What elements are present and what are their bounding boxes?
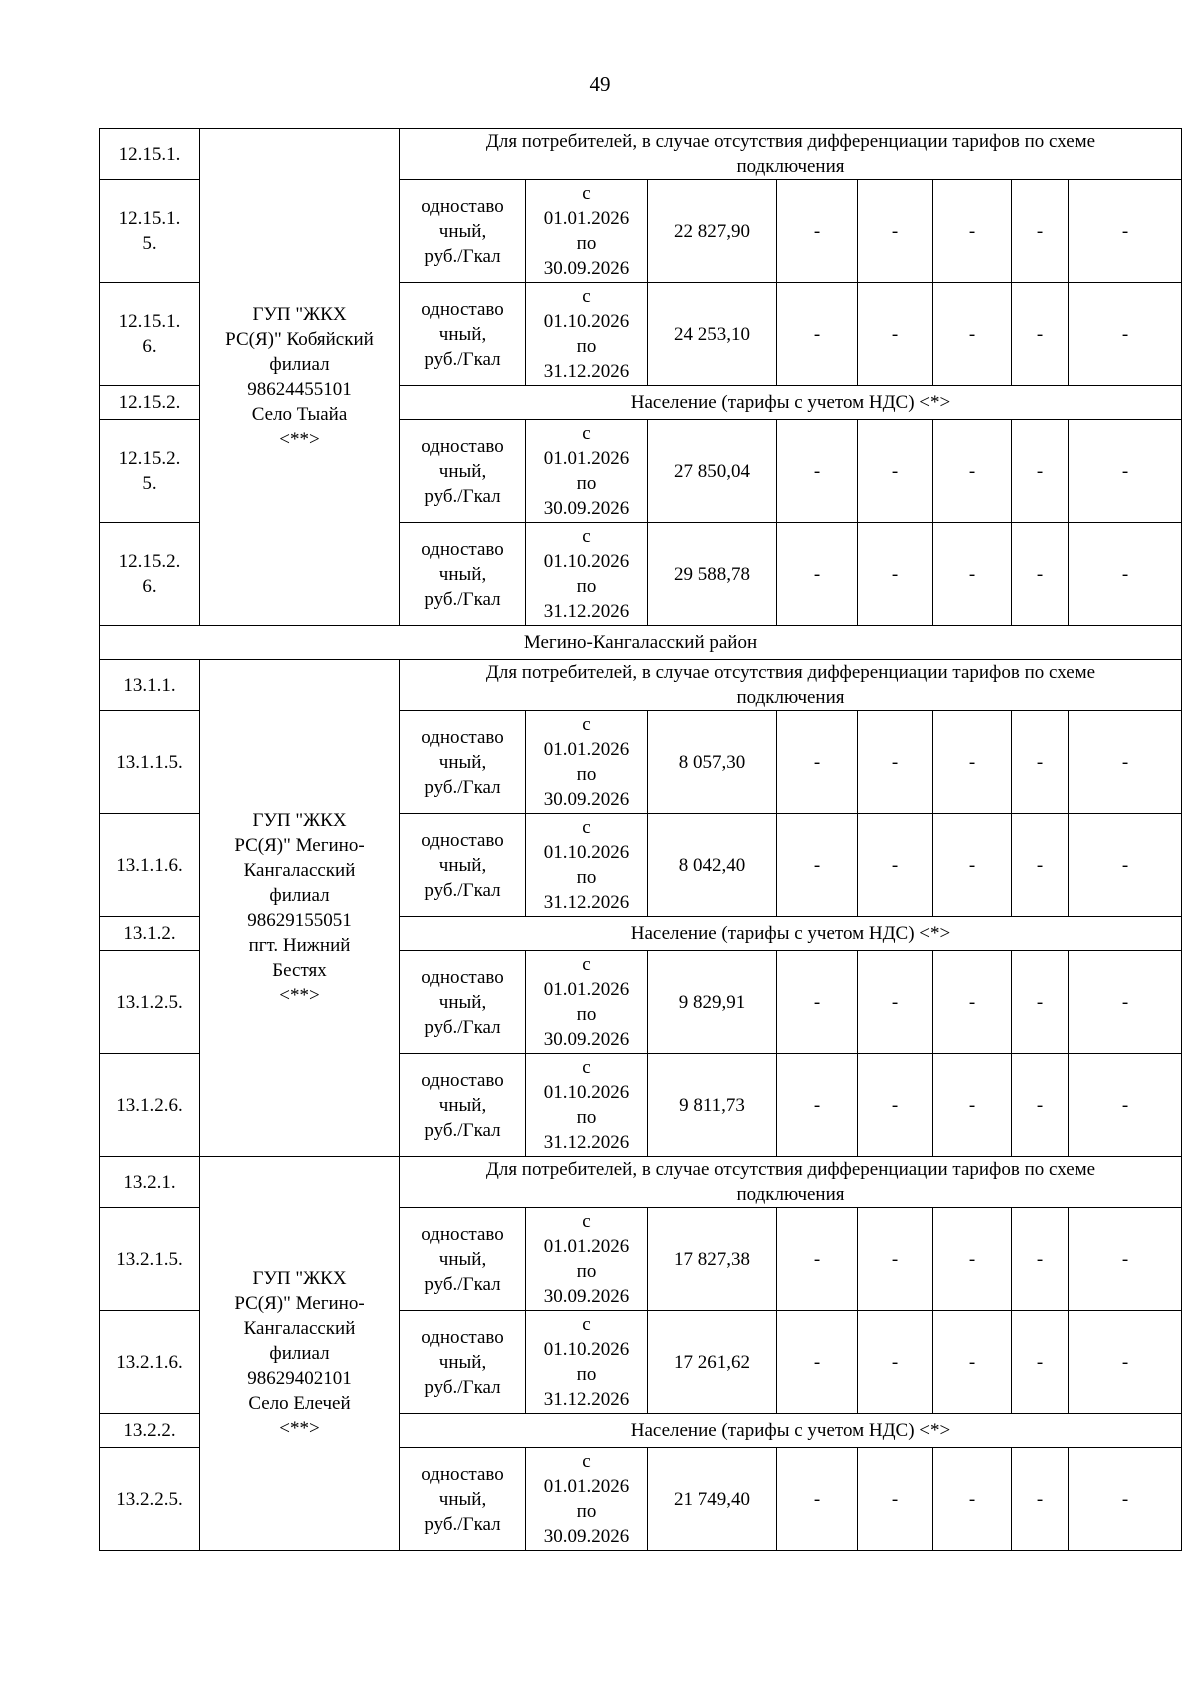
validity-period-line: по	[576, 233, 597, 254]
organization-line: 98629402101	[247, 1368, 352, 1389]
empty-value: -	[1012, 711, 1069, 814]
tariff-type-line: руб./Гкал	[424, 485, 501, 507]
organization-line: Бестях	[272, 960, 327, 981]
row-code-line: 12.15.1.	[118, 208, 181, 229]
empty-value: -	[858, 951, 933, 1054]
validity-period	[526, 1054, 648, 1157]
row-code	[100, 420, 200, 523]
empty-value: -	[933, 814, 1012, 917]
tariff-type-line: руб./Гкал	[424, 879, 501, 901]
empty-value: -	[777, 951, 858, 1054]
row-code	[100, 1208, 200, 1311]
row-code	[100, 711, 200, 814]
group-title-line: подключения	[736, 156, 845, 177]
row-code-line: 13.1.1.5.	[116, 751, 183, 773]
tariff-value: 8 042,40	[648, 814, 777, 917]
tariff-value: 24 253,10	[648, 283, 777, 386]
validity-period-line: 01.10.2026	[543, 1082, 630, 1103]
validity-period-line: 31.12.2026	[543, 1389, 630, 1410]
tariff-value: 27 850,04	[648, 420, 777, 523]
empty-value: -	[777, 1311, 858, 1414]
validity-period-line: 01.10.2026	[543, 842, 630, 863]
organization-line: <**>	[279, 985, 320, 1006]
validity-period-line: по	[576, 473, 597, 494]
tariff-value: 21 749,40	[648, 1448, 777, 1551]
empty-value: -	[777, 180, 858, 283]
validity-period-line: по	[576, 1364, 597, 1385]
validity-period-line: с	[582, 954, 591, 975]
group-title-line: Население (тарифы с учетом НДС) <*>	[630, 1420, 951, 1441]
empty-value: -	[1012, 420, 1069, 523]
validity-period	[526, 523, 648, 626]
organization-line: филиал	[269, 354, 330, 375]
tariff-type-line: руб./Гкал	[424, 1273, 501, 1295]
row-code-line: 13.2.1.5.	[116, 1248, 183, 1270]
organization-line: РС(Я)" Мегино-	[234, 1293, 365, 1314]
validity-period-line: по	[576, 1261, 597, 1282]
tariff-type-line: руб./Гкал	[424, 1513, 501, 1535]
group-title-line: Для потребителей, в случае отсутствия дифференциации тарифов по схеме	[485, 131, 1096, 152]
empty-value: -	[858, 180, 933, 283]
row-code-line: 6.	[142, 576, 157, 597]
organization-cell	[200, 1157, 400, 1551]
group-title	[400, 1157, 1182, 1208]
tariff-type-line: одноставо	[421, 1069, 504, 1091]
row-code: 12.15.1.	[100, 129, 200, 180]
validity-period-line: с	[582, 1314, 591, 1335]
validity-period-line: 01.01.2026	[543, 448, 630, 469]
empty-value: -	[1069, 951, 1182, 1054]
row-code: 13.2.1.	[100, 1157, 200, 1208]
empty-value: -	[777, 283, 858, 386]
validity-period-line: 01.10.2026	[543, 551, 630, 572]
validity-period-line: 01.01.2026	[543, 979, 630, 1000]
row-code: 13.2.2.	[100, 1414, 200, 1448]
row-code: 12.15.2.	[100, 386, 200, 420]
validity-period	[526, 951, 648, 1054]
organization-line: <**>	[279, 429, 320, 450]
empty-value: -	[1069, 711, 1182, 814]
tariff-value: 29 588,78	[648, 523, 777, 626]
group-title	[400, 1414, 1182, 1448]
tariff-type	[400, 180, 526, 283]
validity-period-line: 31.12.2026	[543, 601, 630, 622]
organization-line: РС(Я)" Мегино-	[234, 835, 365, 856]
empty-value: -	[1069, 814, 1182, 917]
validity-period	[526, 814, 648, 917]
tariff-type	[400, 1448, 526, 1551]
row-code-line: 13.2.2.5.	[116, 1488, 183, 1510]
row-code-line: 13.1.2.6.	[116, 1094, 183, 1116]
organization-line: Кангаласский	[243, 860, 356, 881]
row-code-line: 5.	[142, 233, 157, 254]
empty-value: -	[777, 1208, 858, 1311]
organization-cell	[200, 129, 400, 626]
empty-value: -	[777, 523, 858, 626]
row-code	[100, 1448, 200, 1551]
row-code	[100, 814, 200, 917]
validity-period-line: 01.01.2026	[543, 208, 630, 229]
row-code: 13.1.2.	[100, 917, 200, 951]
organization-line: ГУП "ЖКХ	[252, 810, 347, 831]
empty-value: -	[1069, 1208, 1182, 1311]
row-code-line: 13.1.2.5.	[116, 991, 183, 1013]
empty-value: -	[933, 1054, 1012, 1157]
empty-value: -	[858, 420, 933, 523]
tariff-type-line: одноставо	[421, 435, 504, 457]
district-row	[100, 626, 1182, 660]
organization-line: РС(Я)" Кобяйский	[225, 329, 374, 350]
empty-value: -	[858, 1208, 933, 1311]
empty-value: -	[1012, 1448, 1069, 1551]
empty-value: -	[1069, 180, 1182, 283]
validity-period-line: по	[576, 1107, 597, 1128]
tariff-type-line: руб./Гкал	[424, 245, 501, 267]
tariff-type	[400, 711, 526, 814]
empty-value: -	[933, 1448, 1012, 1551]
validity-period-line: по	[576, 1004, 597, 1025]
empty-value: -	[1069, 523, 1182, 626]
tariff-type-line: чный,	[438, 1351, 487, 1373]
empty-value: -	[933, 283, 1012, 386]
row-code	[100, 180, 200, 283]
validity-period-line: с	[582, 1057, 591, 1078]
district-heading: Мегино-Кангаласский район	[100, 626, 1182, 660]
empty-value: -	[1012, 283, 1069, 386]
validity-period	[526, 1448, 648, 1551]
row-code-line: 13.2.1.6.	[116, 1351, 183, 1373]
tariff-type-line: руб./Гкал	[424, 1016, 501, 1038]
tariff-type-line: руб./Гкал	[424, 588, 501, 610]
tariff-value: 17 261,62	[648, 1311, 777, 1414]
empty-value: -	[1012, 814, 1069, 917]
row-code-line: 12.15.2.	[118, 448, 181, 469]
tariff-type-line: чный,	[438, 991, 487, 1013]
tariff-type-line: одноставо	[421, 298, 504, 320]
tariff-value: 8 057,30	[648, 711, 777, 814]
empty-value: -	[933, 951, 1012, 1054]
tariff-type-line: чный,	[438, 323, 487, 345]
tariff-type-line: чный,	[438, 460, 487, 482]
tariff-type-line: руб./Гкал	[424, 348, 501, 370]
empty-value: -	[858, 1054, 933, 1157]
tariff-value: 9 811,73	[648, 1054, 777, 1157]
row-code	[100, 283, 200, 386]
empty-value: -	[1069, 1448, 1182, 1551]
validity-period	[526, 711, 648, 814]
empty-value: -	[858, 1448, 933, 1551]
validity-period-line: с	[582, 1451, 591, 1472]
empty-value: -	[1069, 1054, 1182, 1157]
tariff-type	[400, 523, 526, 626]
validity-period-line: с	[582, 817, 591, 838]
validity-period-line: по	[576, 867, 597, 888]
organization-cell	[200, 660, 400, 1157]
organization-line: ГУП "ЖКХ	[252, 1268, 347, 1289]
validity-period	[526, 420, 648, 523]
tariff-value: 9 829,91	[648, 951, 777, 1054]
organization-line: пгт. Нижний	[248, 935, 351, 956]
tariff-type-line: одноставо	[421, 966, 504, 988]
empty-value: -	[933, 180, 1012, 283]
tariff-type-line: одноставо	[421, 829, 504, 851]
group-header-row	[100, 660, 1182, 711]
validity-period-line: 01.01.2026	[543, 1236, 630, 1257]
empty-value: -	[1012, 1208, 1069, 1311]
organization-line: 98629155051	[247, 910, 352, 931]
validity-period-line: 30.09.2026	[543, 789, 630, 810]
tariff-type-line: чный,	[438, 751, 487, 773]
organization-line: Кангаласский	[243, 1318, 356, 1339]
tariff-type-line: одноставо	[421, 1463, 504, 1485]
group-header-row	[100, 1157, 1182, 1208]
validity-period-line: 31.12.2026	[543, 892, 630, 913]
group-title-line: подключения	[736, 687, 845, 708]
validity-period	[526, 283, 648, 386]
validity-period-line: 31.12.2026	[543, 1132, 630, 1153]
empty-value: -	[777, 1448, 858, 1551]
validity-period-line: с	[582, 526, 591, 547]
row-code-line: 5.	[142, 473, 157, 494]
tariff-value: 22 827,90	[648, 180, 777, 283]
page-number: 49	[589, 72, 611, 96]
group-title	[400, 660, 1182, 711]
organization-line: филиал	[269, 885, 330, 906]
empty-value: -	[1012, 523, 1069, 626]
organization-line: филиал	[269, 1343, 330, 1364]
row-code	[100, 1054, 200, 1157]
tariff-type-line: руб./Гкал	[424, 1119, 501, 1141]
empty-value: -	[858, 283, 933, 386]
tariff-type	[400, 814, 526, 917]
validity-period-line: по	[576, 764, 597, 785]
group-title-line: Население (тарифы с учетом НДС) <*>	[630, 392, 951, 413]
group-title	[400, 917, 1182, 951]
tariff-type-line: чный,	[438, 854, 487, 876]
validity-period-line: 01.01.2026	[543, 1476, 630, 1497]
validity-period-line: по	[576, 336, 597, 357]
validity-period-line: 30.09.2026	[543, 1029, 630, 1050]
validity-period-line: 30.09.2026	[543, 1286, 630, 1307]
tariff-type	[400, 420, 526, 523]
tariff-type-line: чный,	[438, 1248, 487, 1270]
tariff-type-line: руб./Гкал	[424, 1376, 501, 1398]
group-title-line: Население (тарифы с учетом НДС) <*>	[630, 923, 951, 944]
validity-period-line: 30.09.2026	[543, 1526, 630, 1547]
validity-period	[526, 180, 648, 283]
tariff-type-line: одноставо	[421, 1326, 504, 1348]
validity-period-line: с	[582, 714, 591, 735]
organization-line: ГУП "ЖКХ	[252, 304, 347, 325]
tariff-type	[400, 1054, 526, 1157]
empty-value: -	[933, 420, 1012, 523]
tariff-type-line: чный,	[438, 1094, 487, 1116]
row-code	[100, 951, 200, 1054]
organization-line: <**>	[279, 1418, 320, 1439]
empty-value: -	[858, 1311, 933, 1414]
validity-period-line: 01.10.2026	[543, 311, 630, 332]
row-code-line: 12.15.1.	[118, 311, 181, 332]
organization-line: Село Тыайа	[251, 404, 348, 425]
empty-value: -	[777, 814, 858, 917]
validity-period-line: 31.12.2026	[543, 361, 630, 382]
organization-line: 98624455101	[247, 379, 352, 400]
validity-period-line: 01.01.2026	[543, 739, 630, 760]
empty-value: -	[1012, 951, 1069, 1054]
validity-period	[526, 1311, 648, 1414]
group-title	[400, 386, 1182, 420]
tariff-type-line: чный,	[438, 1488, 487, 1510]
group-title-line: Для потребителей, в случае отсутствия дифференциации тарифов по схеме	[485, 1159, 1096, 1180]
validity-period-line: с	[582, 183, 591, 204]
group-header-row	[100, 129, 1182, 180]
organization-line: Село Елечей	[248, 1393, 351, 1414]
empty-value: -	[933, 711, 1012, 814]
tariff-type-line: одноставо	[421, 1223, 504, 1245]
empty-value: -	[858, 814, 933, 917]
validity-period-line: по	[576, 1501, 597, 1522]
empty-value: -	[933, 523, 1012, 626]
empty-value: -	[933, 1208, 1012, 1311]
empty-value: -	[1012, 1054, 1069, 1157]
tariff-type-line: чный,	[438, 563, 487, 585]
row-code-line: 12.15.2.	[118, 551, 181, 572]
validity-period-line: с	[582, 286, 591, 307]
empty-value: -	[1069, 420, 1182, 523]
empty-value: -	[1069, 1311, 1182, 1414]
validity-period-line: 30.09.2026	[543, 258, 630, 279]
group-title	[400, 129, 1182, 180]
validity-period-line: 30.09.2026	[543, 498, 630, 519]
tariff-type-line: одноставо	[421, 195, 504, 217]
empty-value: -	[777, 1054, 858, 1157]
empty-value: -	[1012, 1311, 1069, 1414]
empty-value: -	[777, 711, 858, 814]
tariff-type-line: чный,	[438, 220, 487, 242]
tariff-type-line: одноставо	[421, 538, 504, 560]
empty-value: -	[933, 1311, 1012, 1414]
row-code-line: 6.	[142, 336, 157, 357]
validity-period-line: с	[582, 423, 591, 444]
row-code-line: 13.1.1.6.	[116, 854, 183, 876]
tariff-type-line: одноставо	[421, 726, 504, 748]
empty-value: -	[1012, 180, 1069, 283]
tariff-type	[400, 1208, 526, 1311]
row-code	[100, 523, 200, 626]
group-title-line: подключения	[736, 1184, 845, 1205]
validity-period-line: по	[576, 576, 597, 597]
empty-value: -	[777, 420, 858, 523]
validity-period	[526, 1208, 648, 1311]
tariff-type-line: руб./Гкал	[424, 776, 501, 798]
row-code	[100, 1311, 200, 1414]
tariff-type	[400, 951, 526, 1054]
row-code: 13.1.1.	[100, 660, 200, 711]
validity-period-line: с	[582, 1211, 591, 1232]
validity-period-line: 01.10.2026	[543, 1339, 630, 1360]
tariff-value: 17 827,38	[648, 1208, 777, 1311]
tariff-type	[400, 283, 526, 386]
tariff-type	[400, 1311, 526, 1414]
group-title-line: Для потребителей, в случае отсутствия дифференциации тарифов по схеме	[485, 662, 1096, 683]
empty-value: -	[1069, 283, 1182, 386]
tariff-table	[99, 128, 1182, 1551]
empty-value: -	[858, 711, 933, 814]
empty-value: -	[858, 523, 933, 626]
